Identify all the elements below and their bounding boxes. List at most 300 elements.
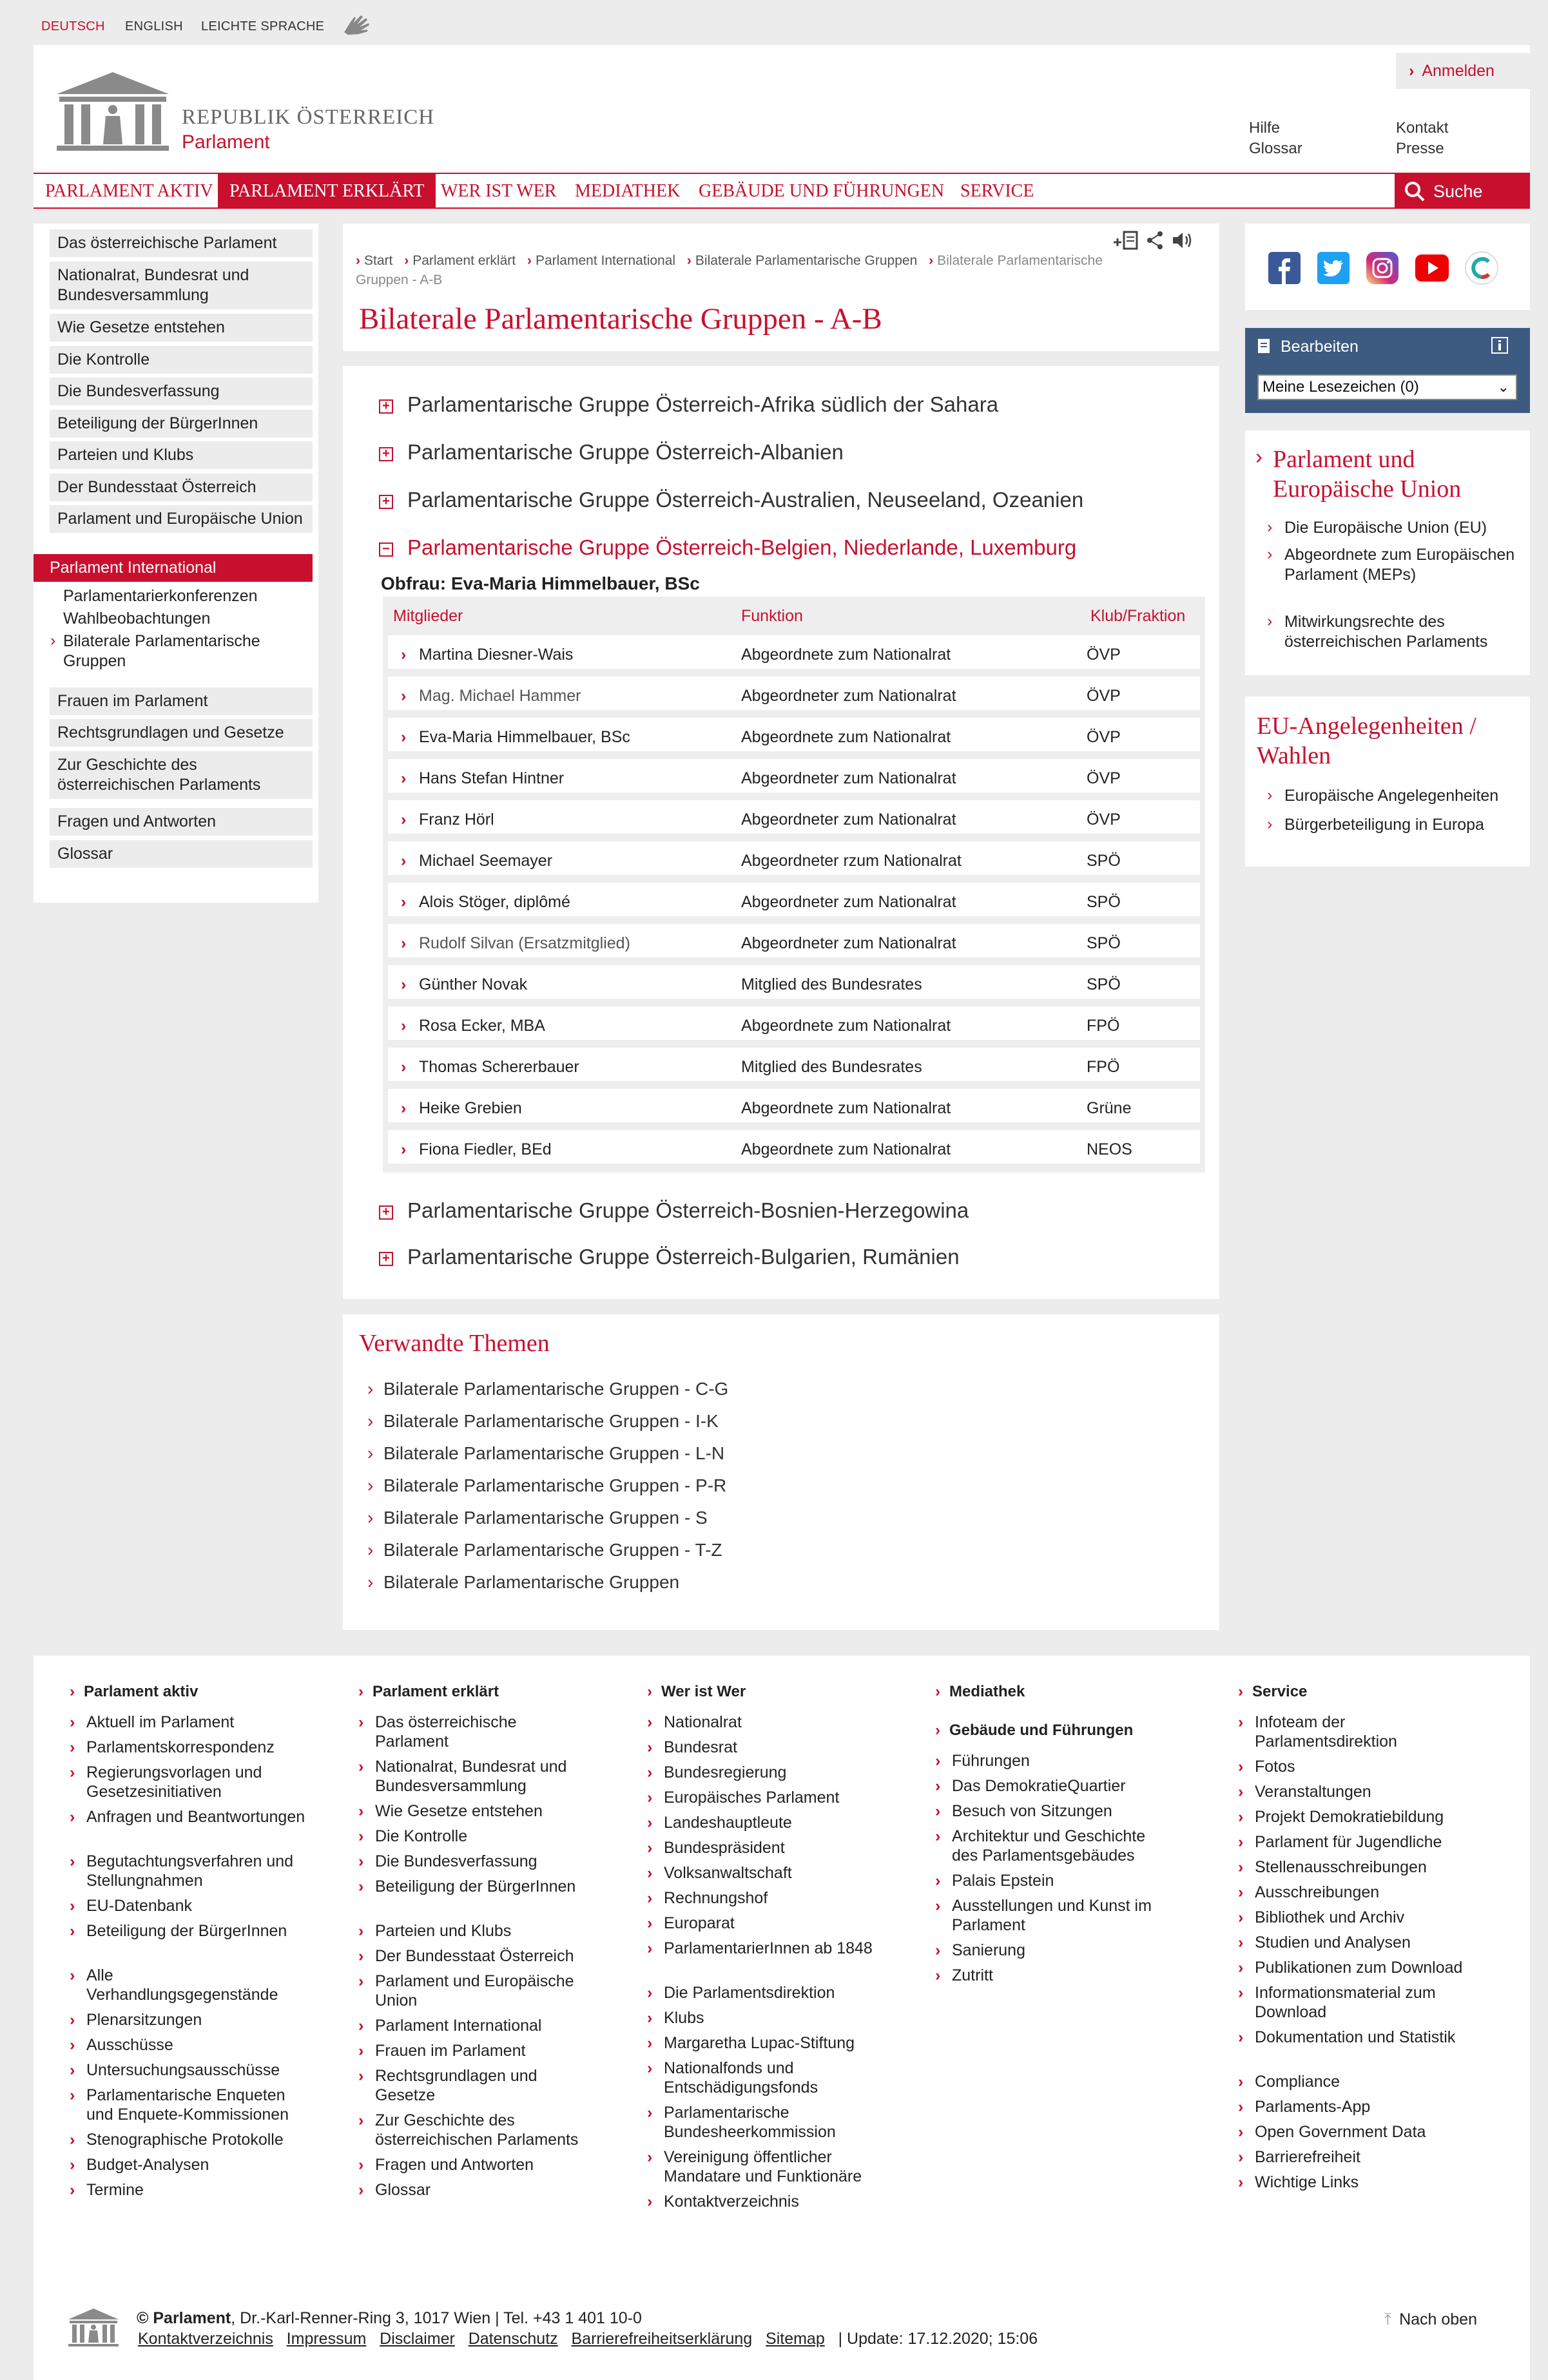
footer-link[interactable] [358, 2041, 594, 2060]
help-link[interactable]: Hilfe [1249, 119, 1281, 137]
footer-link[interactable]: Barrierefreiheitserklärung [571, 2330, 753, 2348]
nav-parlament-erklaert[interactable]: PARLAMENT ERKLÄRT [218, 174, 436, 207]
member-function: Abgeordnete zum Nationalrat [741, 646, 951, 664]
footer-link[interactable] [358, 1972, 594, 2010]
footer-link[interactable] [647, 1713, 883, 1732]
footer-link[interactable] [1238, 1857, 1474, 1877]
eu-link[interactable]: Die Europäische Union (EU) [1284, 519, 1487, 537]
footer-link[interactable] [935, 1966, 1171, 1985]
chevron-right-icon: › [358, 1802, 364, 1820]
footer-link-label: Plenarsitzungen [86, 2011, 202, 2029]
footer-link-label: Bundesregierung [664, 1763, 787, 1781]
member-name[interactable]: Thomas Schererbauer [419, 1058, 579, 1076]
footer-link[interactable] [1238, 1713, 1474, 1751]
footer-link[interactable] [70, 1807, 305, 1827]
table-row[interactable] [388, 1006, 1200, 1042]
chevron-right-icon: › [935, 1827, 941, 1845]
footer-link[interactable] [1238, 2122, 1474, 2142]
footer-link[interactable] [647, 2147, 883, 2186]
accordion-item[interactable] [379, 392, 998, 417]
chevron-right-icon: › [358, 1877, 364, 1895]
footer-link[interactable] [70, 1896, 305, 1915]
footer-link[interactable] [1238, 2173, 1474, 2192]
chevron-right-icon: › [367, 1572, 374, 1592]
footer-heading[interactable] [70, 1683, 198, 1701]
footer-link[interactable] [647, 1863, 883, 1883]
table-row[interactable] [388, 1048, 1200, 1084]
footer-link[interactable] [1238, 1933, 1474, 1952]
footer-link-label: Fotos [1255, 1758, 1295, 1776]
glossary-link[interactable]: Glossar [1249, 140, 1302, 157]
sidebar-item[interactable]: Frauen im Parlament [50, 687, 313, 715]
member-function: Abgeordneter zum Nationalrat [741, 811, 956, 829]
footer-link-label: Publikationen zum Download [1255, 1959, 1463, 1977]
chevron-right-icon: › [401, 728, 407, 746]
footer-link-label: Projekt Demokratiebildung [1255, 1808, 1444, 1826]
footer-link[interactable] [70, 1852, 305, 1890]
chevron-right-icon: › [401, 1017, 407, 1035]
footer-link-label: Alle Verhandlungsgegenstände [86, 1966, 278, 2004]
footer-link[interactable] [358, 1946, 594, 1966]
footer-link-label: Beteiligung der BürgerInnen [375, 1877, 576, 1895]
footer-link[interactable] [647, 2008, 883, 2028]
member-name[interactable]: Rudolf Silvan (Ersatzmitglied) [419, 934, 630, 952]
parliament-logo-icon[interactable] [52, 68, 174, 153]
sidebar-item[interactable]: Rechtsgrundlagen und Gesetze [50, 719, 313, 747]
footer-link-label: Vereinigung öffentlicher Mandatare und Funktionäre [664, 2148, 862, 2185]
collapse-minus-icon: − [379, 542, 393, 557]
footer-link[interactable] [70, 1738, 305, 1757]
table-row[interactable] [388, 635, 1200, 671]
instagram-icon[interactable] [1366, 252, 1398, 284]
member-name[interactable]: Fiona Fiedler, BEd [419, 1140, 552, 1158]
footer-link[interactable] [647, 1838, 883, 1857]
contact-link[interactable]: Kontakt [1396, 119, 1449, 137]
nav-parlament-aktiv[interactable]: PARLAMENT AKTIV [45, 181, 213, 201]
footer-link-label: Sanierung [952, 1941, 1025, 1959]
footer-link-label: Die Bundesverfassung [375, 1852, 537, 1870]
footer-link[interactable] [1238, 1983, 1474, 2022]
search-label: Suche [1433, 182, 1483, 201]
member-name[interactable]: Martina Diesner-Wais [419, 646, 574, 664]
related-title: Verwandte Themen [359, 1330, 550, 1357]
chevron-right-icon: › [1267, 545, 1273, 563]
speaker-icon[interactable] [1172, 231, 1194, 250]
sidebar-item[interactable]: Die Bundesverfassung [50, 378, 313, 405]
footer-link-label: Veranstaltungen [1255, 1783, 1371, 1801]
related-link[interactable]: Bilaterale Parlamentarische Gruppen - I-K [383, 1411, 719, 1431]
footer-link[interactable] [358, 2016, 594, 2035]
sidebar-subitem[interactable]: Wahlbeobachtungen [63, 609, 211, 628]
lang-english[interactable]: ENGLISH [125, 19, 183, 34]
footer-link[interactable] [358, 1827, 594, 1846]
footer-link[interactable] [1238, 1883, 1474, 1902]
footer-heading[interactable] [358, 1683, 499, 1701]
chevron-right-icon: › [401, 811, 407, 829]
footer-link[interactable] [70, 1713, 305, 1732]
footer-link[interactable] [70, 1763, 305, 1801]
footer-link[interactable] [70, 2086, 305, 2124]
footer-link-label: Parlament International [375, 2017, 542, 2035]
member-club: ÖVP [1087, 687, 1121, 705]
footer-link-label: Glossar [375, 2181, 431, 2199]
footer-link[interactable] [647, 2059, 883, 2097]
footer-heading[interactable] [647, 1683, 746, 1701]
brand-title: REPUBLIK ÖSTERREICH [182, 106, 435, 129]
chevron-right-icon: › [1238, 1934, 1244, 1952]
member-function: Abgeordnete zum Nationalrat [741, 1099, 951, 1117]
related-link[interactable]: Bilaterale Parlamentarische Gruppen [383, 1572, 680, 1592]
expand-plus-icon: + [379, 399, 393, 414]
sign-language-icon[interactable] [342, 13, 372, 36]
eu-affairs-link[interactable]: Europäische Angelegenheiten [1284, 787, 1499, 805]
member-name[interactable]: Franz Hörl [419, 811, 494, 829]
footer-link-label: Anfragen und Beantwortungen [86, 1808, 305, 1826]
footer-link[interactable] [358, 2180, 594, 2200]
footer-link[interactable] [1238, 2028, 1474, 2047]
info-icon[interactable] [1491, 337, 1508, 354]
footer-link[interactable]: Sitemap [766, 2330, 825, 2348]
chevron-right-icon: › [935, 1966, 941, 1984]
footer-link[interactable] [1238, 1832, 1474, 1852]
sidebar-item[interactable]: Zur Geschichte des österreichischen Parlaments [50, 751, 313, 799]
accordion-label: Parlamentarische Gruppe Österreich-Afrika südlich der Sahara [407, 392, 999, 416]
footer-link[interactable] [1238, 1958, 1474, 1977]
expand-plus-icon: + [379, 1252, 393, 1266]
footer-heading[interactable] [1238, 1683, 1307, 1701]
chevron-right-icon: › [70, 2131, 75, 2149]
footer-heading[interactable] [935, 1683, 1025, 1701]
footer-link[interactable]: Kontaktverzeichnis [138, 2330, 273, 2348]
chevron-right-icon: › [1238, 1984, 1244, 2002]
eu-box-title[interactable]: Parlament und Europäische Union [1273, 446, 1462, 503]
footer-link[interactable] [358, 1757, 594, 1796]
footer-link-label: Landeshauptleute [664, 1814, 792, 1832]
related-link[interactable]: Bilaterale Parlamentarische Gruppen - L-N [383, 1443, 725, 1463]
footer-link[interactable] [1238, 1908, 1474, 1927]
open-data-icon[interactable] [1464, 251, 1499, 285]
footer-link[interactable] [70, 2060, 305, 2080]
sidebar-item-active[interactable]: Parlament International [34, 554, 313, 582]
share-icon[interactable] [1146, 231, 1164, 250]
sidebar-item[interactable]: Glossar [50, 840, 313, 868]
chevron-right-icon: › [367, 1411, 374, 1431]
chevron-right-icon: › [358, 1972, 364, 1990]
table-row[interactable] [388, 800, 1200, 836]
chevron-right-icon: › [70, 1763, 75, 1781]
footer-link-label: Parlamentskorrespondenz [86, 1738, 275, 1756]
eu-affairs-link[interactable]: Bürgerbeteiligung in Europa [1284, 816, 1484, 834]
chevron-right-icon: › [367, 1443, 374, 1463]
login-label: Anmelden [1422, 62, 1495, 80]
chevron-right-icon: › [401, 1140, 407, 1158]
member-name[interactable]: Hans Stefan Hintner [419, 769, 565, 787]
chevron-right-icon: › [401, 769, 407, 787]
footer-link-label: Dokumentation und Statistik [1255, 2028, 1456, 2046]
arrow-up-icon: ⤒ [1384, 2310, 1392, 2328]
footer-link-label: Ausschreibungen [1255, 1883, 1380, 1901]
footer-link[interactable] [70, 2180, 305, 2200]
sidebar-item[interactable]: Fragen und Antworten [50, 808, 313, 836]
footer-link-label: Europarat [664, 1914, 735, 1932]
footer-link-label: Nationalrat, Bundesrat und Bundesversammlung [375, 1758, 567, 1795]
related-link[interactable]: Bilaterale Parlamentarische Gruppen - S [383, 1508, 708, 1528]
member-name[interactable]: Alois Stöger, diplômé [419, 893, 570, 911]
footer-link[interactable] [358, 1852, 594, 1871]
breadcrumb-item[interactable]: Start [364, 253, 393, 268]
footer-link[interactable] [647, 1914, 883, 1933]
expand-plus-icon: + [379, 495, 393, 509]
footer-link[interactable] [647, 1939, 883, 1958]
chevron-right-icon: › [647, 1984, 653, 2002]
footer-link[interactable] [647, 1738, 883, 1757]
footer-link[interactable] [935, 1801, 1171, 1821]
member-function: Abgeordneter rzum Nationalrat [741, 852, 962, 870]
table-row[interactable] [388, 718, 1200, 754]
bookmarks-select-value: Meine Lesezeichen (0) [1263, 378, 1419, 396]
footer-link[interactable] [358, 1877, 594, 1896]
footer-link[interactable] [935, 1896, 1171, 1935]
footer-link-label: Compliance [1255, 2073, 1340, 2091]
footer-link-label: Klubs [664, 2009, 704, 2027]
chevron-right-icon: › [647, 1763, 653, 1781]
footer-link[interactable] [935, 1751, 1171, 1771]
table-row[interactable] [388, 841, 1200, 878]
footer-link-label: Budget-Analysen [86, 2156, 209, 2174]
chevron-right-icon: › [70, 1738, 75, 1756]
footer-link-label: Regierungsvorlagen und Gesetzesinitiativen [86, 1763, 262, 1801]
chevron-right-icon: › [935, 1802, 941, 1820]
sidebar-item[interactable]: Wie Gesetze entstehen [50, 314, 313, 341]
footer-link[interactable] [358, 1801, 594, 1821]
sidebar-subitem-active[interactable]: Bilaterale Parlamentarische Gruppen [63, 632, 260, 670]
accordion-label: Parlamentarische Gruppe Österreich-Bulgarien, Rumänien [407, 1245, 960, 1269]
chevron-right-icon: › [647, 2104, 653, 2122]
chevron-right-icon: › [367, 1379, 374, 1399]
member-function: Abgeordnete zum Nationalrat [741, 728, 951, 746]
footer-link[interactable] [935, 1776, 1171, 1796]
footer-link[interactable] [935, 1871, 1171, 1890]
member-function: Mitglied des Bundesrates [741, 1058, 922, 1076]
footer-link-label: Parlament und Europäische Union [375, 1972, 574, 2010]
footer-heading-label: Parlament aktiv [84, 1683, 198, 1700]
eu-link[interactable]: Mitwirkungsrechte des österreichischen Parlaments [1284, 613, 1488, 651]
footer-link-label: Zur Geschichte des österreichischen Parlaments [375, 2111, 579, 2149]
chevron-right-icon: › [70, 1852, 75, 1870]
table-row[interactable] [388, 759, 1200, 795]
chevron-right-icon: › [358, 1922, 364, 1940]
chevron-right-icon: › [647, 1889, 653, 1907]
member-name[interactable]: Heike Grebien [419, 1099, 522, 1117]
footer-link[interactable] [1238, 1782, 1474, 1801]
chevron-right-icon: › [1238, 1833, 1244, 1851]
search-button[interactable] [1395, 174, 1530, 207]
member-name[interactable]: Günther Novak [419, 975, 528, 993]
footer-link-label: Bibliothek und Archiv [1255, 1908, 1405, 1926]
table-row[interactable] [388, 883, 1200, 919]
footer-link[interactable] [358, 2066, 594, 2105]
footer-link[interactable] [358, 1713, 594, 1751]
sidebar-item[interactable]: Beteiligung der BürgerInnen [50, 410, 313, 437]
related-link[interactable]: Bilaterale Parlamentarische Gruppen - P-R [383, 1475, 727, 1495]
table-row[interactable] [388, 965, 1200, 1001]
column-header-club[interactable]: Klub/Fraktion [1090, 607, 1186, 625]
accordion-item[interactable] [379, 488, 1083, 512]
accordion-item[interactable] [379, 440, 844, 465]
sidebar-item[interactable]: Der Bundesstaat Österreich [50, 474, 313, 501]
eu-affairs-title[interactable]: EU-Angelegenheiten / Wahlen [1257, 713, 1476, 769]
footer-link[interactable] [70, 1966, 305, 2004]
chevron-right-icon: › [647, 2034, 653, 2052]
accordion-item-open[interactable] [379, 535, 1076, 560]
lang-deutsch[interactable]: DEUTSCH [41, 19, 105, 34]
footer-link[interactable]: Disclaimer [380, 2330, 455, 2348]
accordion-label: Parlamentarische Gruppe Österreich-Albanien [407, 440, 844, 464]
table-row[interactable] [388, 1089, 1200, 1125]
chevron-right-icon: › [367, 1508, 374, 1528]
member-name[interactable]: Eva-Maria Himmelbauer, BSc [419, 728, 630, 746]
related-link[interactable]: Bilaterale Parlamentarische Gruppen - T-Z [383, 1540, 722, 1560]
footer-link[interactable] [358, 1921, 594, 1941]
accordion-item[interactable] [379, 1198, 969, 1223]
table-row[interactable] [388, 677, 1200, 713]
chevron-right-icon: › [70, 2011, 75, 2029]
footer-link[interactable] [1238, 1757, 1474, 1776]
footer-link-label: Das DemokratieQuartier [952, 1777, 1126, 1795]
footer-link-label: Beteiligung der BürgerInnen [86, 1922, 287, 1940]
footer-link-label: Untersuchungsausschüsse [86, 2061, 280, 2079]
footer-link[interactable] [1238, 1807, 1474, 1827]
lang-leichte-sprache[interactable]: LEICHTE SPRACHE [201, 19, 325, 34]
footer-link[interactable]: Datenschutz [468, 2330, 558, 2348]
breadcrumb-item[interactable]: Parlament International [535, 253, 676, 268]
footer-heading[interactable] [935, 1722, 1133, 1740]
member-name[interactable]: Michael Seemayer [419, 852, 553, 870]
sidebar-subitem[interactable]: Parlamentarierkonferenzen [63, 587, 258, 605]
chevron-right-icon: › [647, 1814, 653, 1832]
chevron-right-icon: › [1238, 2123, 1244, 2141]
sidebar-item[interactable]: Die Kontrolle [50, 346, 313, 374]
footer-link[interactable] [70, 1921, 305, 1941]
chevron-right-icon: › [1238, 2028, 1244, 2046]
table-row[interactable] [388, 1130, 1200, 1166]
sidebar-item[interactable]: Das österreichische Parlament [50, 229, 313, 257]
brand-subtitle: Parlament [182, 131, 270, 153]
footer-link[interactable]: Impressum [286, 2330, 367, 2348]
column-header-members[interactable]: Mitglieder [393, 607, 463, 625]
column-header-function[interactable]: Funktion [741, 607, 803, 625]
related-link[interactable]: Bilaterale Parlamentarische Gruppen - C-G [383, 1379, 729, 1399]
footer-link[interactable] [70, 2155, 305, 2174]
sidebar-item[interactable]: Parlament und Europäische Union [50, 505, 313, 533]
chevron-right-icon: › [358, 2017, 364, 2035]
back-to-top-link[interactable] [1384, 2310, 1477, 2329]
youtube-icon[interactable] [1415, 252, 1449, 284]
breadcrumb-item[interactable]: Parlament erklärt [412, 253, 516, 268]
nav-gebaeude[interactable]: GEBÄUDE UND FÜHRUNGEN [699, 181, 945, 201]
facebook-icon[interactable] [1268, 252, 1301, 284]
nav-mediathek[interactable]: MEDIATHEK [575, 181, 681, 201]
member-name[interactable]: Rosa Ecker, MBA [419, 1017, 545, 1035]
chevron-right-icon: › [70, 2036, 75, 2054]
member-club: FPÖ [1087, 1017, 1120, 1035]
footer-link-label: Parlamentarische Bundesheerkommission [664, 2104, 836, 2141]
chevron-right-icon: › [358, 2111, 364, 2129]
sidebar-item[interactable]: Nationalrat, Bundesrat und Bundesversammlung [50, 262, 313, 309]
press-link[interactable]: Presse [1396, 140, 1444, 157]
footer-link-label: Palais Epstein [952, 1872, 1054, 1890]
footer-link[interactable] [358, 2155, 594, 2174]
parliament-small-logo-icon[interactable] [66, 2307, 121, 2348]
address: , Dr.-Karl-Renner-Ring 3, 1017 Wien | Tel. +43 1 401 10-0 [231, 2309, 642, 2327]
footer-link[interactable] [647, 1983, 883, 2002]
footer-link[interactable] [647, 1763, 883, 1782]
accordion-item[interactable] [379, 1245, 960, 1269]
login-button[interactable]: › Anmelden [1396, 53, 1530, 89]
chevron-right-icon: › [50, 631, 56, 649]
footer-link[interactable] [70, 2010, 305, 2030]
nav-service[interactable]: SERVICE [960, 181, 1034, 201]
footer-link-label: Barrierefreiheit [1255, 2148, 1360, 2166]
footer-link[interactable] [70, 2035, 305, 2055]
chevron-right-icon: › [70, 1966, 75, 1984]
bookmarks-select[interactable] [1257, 374, 1517, 400]
footer-link[interactable] [647, 2103, 883, 2142]
member-club: ÖVP [1087, 769, 1121, 787]
chevron-right-icon: › [647, 1738, 653, 1756]
footer-link[interactable] [1238, 2097, 1474, 2116]
footer-link[interactable] [935, 1941, 1171, 1960]
footer-link[interactable] [647, 2192, 883, 2211]
footer-link[interactable] [1238, 2072, 1474, 2091]
footer-link[interactable] [647, 1888, 883, 1908]
sidebar-item[interactable]: Parteien und Klubs [50, 441, 313, 469]
chevron-right-icon: › [935, 1683, 940, 1700]
chevron-right-icon: › [401, 934, 407, 952]
bookmark-add-icon[interactable] [1112, 229, 1141, 251]
footer-link[interactable] [647, 2033, 883, 2053]
twitter-icon[interactable] [1317, 252, 1350, 284]
chevron-right-icon: › [1238, 1883, 1244, 1901]
chevron-right-icon: › [647, 1839, 653, 1857]
footer-link-label: Parteien und Klubs [375, 1922, 512, 1940]
chevron-right-icon: › [70, 1808, 75, 1826]
nav-wer-ist-wer[interactable]: WER IST WER [441, 181, 557, 201]
member-club: SPÖ [1087, 893, 1121, 911]
breadcrumb-item[interactable]: Bilaterale Parlamentarische Gruppen [695, 253, 918, 268]
chevron-right-icon: › [70, 2061, 75, 2079]
footer-link[interactable] [1238, 2147, 1474, 2167]
eu-link[interactable]: Abgeordnete zum Europäischen Parlament (MEPs) [1284, 546, 1515, 584]
footer-link[interactable] [358, 2111, 594, 2149]
table-row[interactable] [388, 924, 1200, 960]
edit-label: Bearbeiten [1281, 338, 1359, 356]
footer-link[interactable] [935, 1827, 1171, 1865]
chevron-right-icon: › [647, 2148, 653, 2166]
footer-link[interactable] [647, 1813, 883, 1832]
chevron-right-icon: › [401, 852, 407, 870]
footer-link[interactable] [70, 2130, 305, 2149]
footer-link-label: Informationsmaterial zum Download [1255, 1984, 1436, 2021]
chevron-right-icon: › [1238, 1959, 1244, 1977]
footer-link-label: Ausschüsse [86, 2036, 173, 2054]
member-name[interactable]: Mag. Michael Hammer [419, 687, 581, 705]
chevron-right-icon: › [367, 1475, 374, 1495]
footer-links [138, 2330, 1038, 2348]
chevron-right-icon: › [1267, 518, 1273, 536]
footer-link-label: Zutritt [952, 1966, 993, 1984]
footer-link[interactable] [647, 1788, 883, 1807]
